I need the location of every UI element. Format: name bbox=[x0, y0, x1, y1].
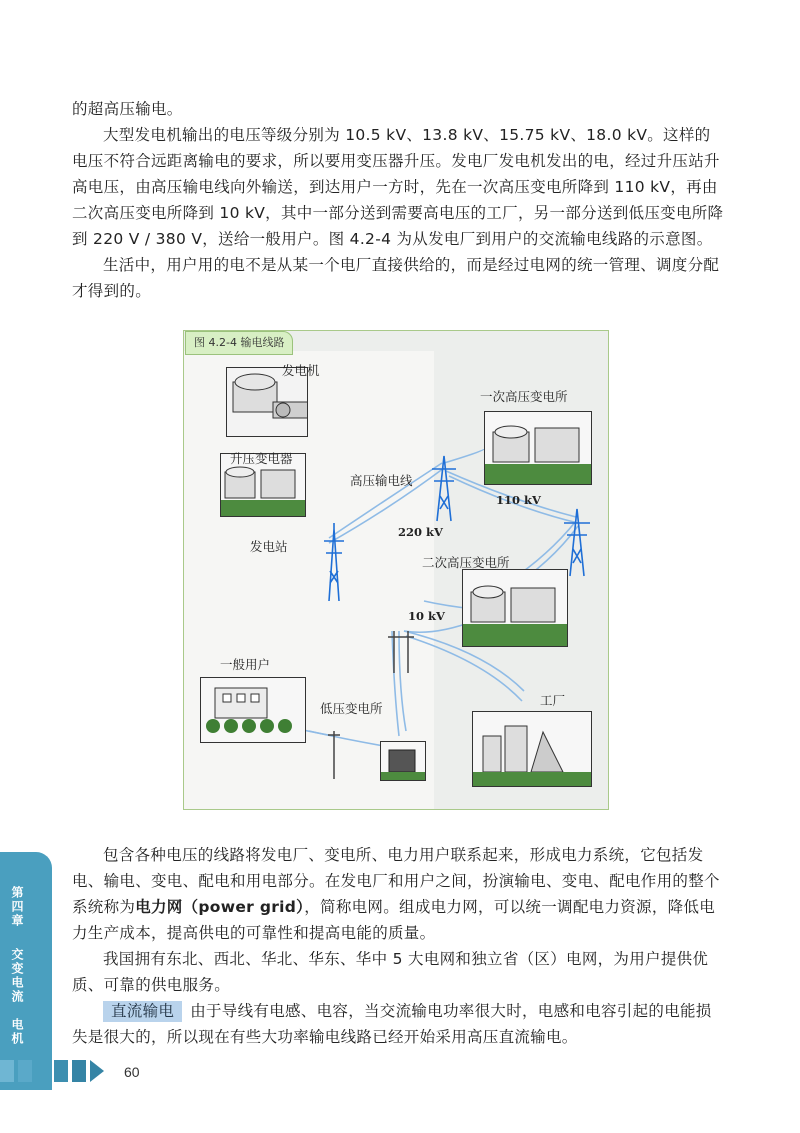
chapter-side-tab bbox=[0, 852, 52, 1090]
chapter-title: 交变电流 电机 bbox=[10, 948, 24, 1046]
term-dc-transmission: 直流输电 bbox=[103, 1001, 182, 1022]
paragraph-power-system bbox=[72, 842, 724, 946]
label-secondary-substation: 二次高压变电所 bbox=[422, 555, 510, 570]
paragraph-power-system-a: 包含各种电压的线路将发电厂、变电所、电力用户联系起来，形成电力系统，它包括发电、输电、变电、配电和用电部分。在发电厂和用户之间，扮演输电、变电、配电作用的整个系统称为 bbox=[72, 846, 720, 916]
paragraph-continuation: 的超高压输电。 bbox=[72, 100, 183, 118]
label-generator: 发电机 bbox=[282, 363, 320, 378]
small-transformer-icon bbox=[381, 742, 425, 780]
factory-panel bbox=[472, 711, 592, 787]
paragraph-power-system-b: ，简称电网。组成电力网，可以统一调配电力资源，降低电力生产成本，提高供电的可靠性和提高电能的质量。 bbox=[72, 898, 716, 942]
low-voltage-substation-panel bbox=[380, 741, 426, 781]
factory-icon bbox=[473, 712, 591, 786]
substation-icon bbox=[485, 412, 591, 484]
secondary-substation-panel bbox=[462, 569, 568, 647]
house-icon bbox=[201, 678, 305, 742]
page-number: 60 bbox=[124, 1064, 140, 1080]
label-general-user: 一般用户 bbox=[220, 657, 271, 672]
label-factory: 工厂 bbox=[540, 693, 566, 708]
label-hv-line: 高压输电线 bbox=[350, 473, 413, 488]
substation-icon-2 bbox=[463, 570, 567, 646]
user-panel bbox=[200, 677, 306, 743]
label-110kv: 110 kV bbox=[496, 493, 541, 507]
primary-substation-panel bbox=[484, 411, 592, 485]
term-power-grid: 电力网（power grid） bbox=[135, 898, 305, 916]
label-step-up: 升压变电器 bbox=[230, 451, 293, 466]
figure-transmission-lines bbox=[183, 330, 609, 810]
paragraph-grid-supply: 生活中，用户用的电不是从某一个电厂直接供给的，而是经过电网的统一管理、调度分配才得到的。 bbox=[72, 256, 720, 300]
label-primary-substation: 一次高压变电所 bbox=[480, 389, 568, 404]
paragraph-generator-voltage: 大型发电机输出的电压等级分别为 10.5 kV、13.8 kV、15.75 kV、18.0 kV。这样的电压不符合远距离输电的要求，所以要用变压器升压。发电厂发电机发出的电，经过升压站升高电压，由高压输电线向外输送，到达用户一方时，先在一次高压变电所降到 110 kV，再由二次高压变电所降到 10 kV，其中一部分送到需要高电压的工厂，另一部分送到低压变电所降到 220 V / 380 V，送给一般用户。图 4.2-4 为从发电厂到用户的交流输电线路的示意图。 bbox=[72, 126, 724, 248]
page-arrow-bar bbox=[0, 1058, 120, 1084]
paragraph-dc-transmission bbox=[72, 998, 724, 1050]
label-220kv: 220 kV bbox=[398, 525, 443, 539]
label-low-voltage-substation: 低压变电所 bbox=[320, 701, 383, 716]
paragraph-national-grids: 我国拥有东北、西北、华北、华东、华中 5 大电网和独立省（区）电网，为用户提供优质、可靠的供电服务。 bbox=[72, 950, 709, 994]
chapter-number: 第四章 bbox=[10, 886, 24, 928]
paragraph-dc-text: 由于导线有电感、电容，当交流输电功率很大时，电感和电容引起的电能损失是很大的，所以现在有些大功率输电线路已经开始采用高压直流输电。 bbox=[72, 1002, 712, 1046]
label-station: 发电站 bbox=[250, 539, 288, 554]
figure-caption: 图 4.2-4 输电线路 bbox=[185, 331, 293, 355]
label-10kv: 10 kV bbox=[408, 609, 445, 623]
